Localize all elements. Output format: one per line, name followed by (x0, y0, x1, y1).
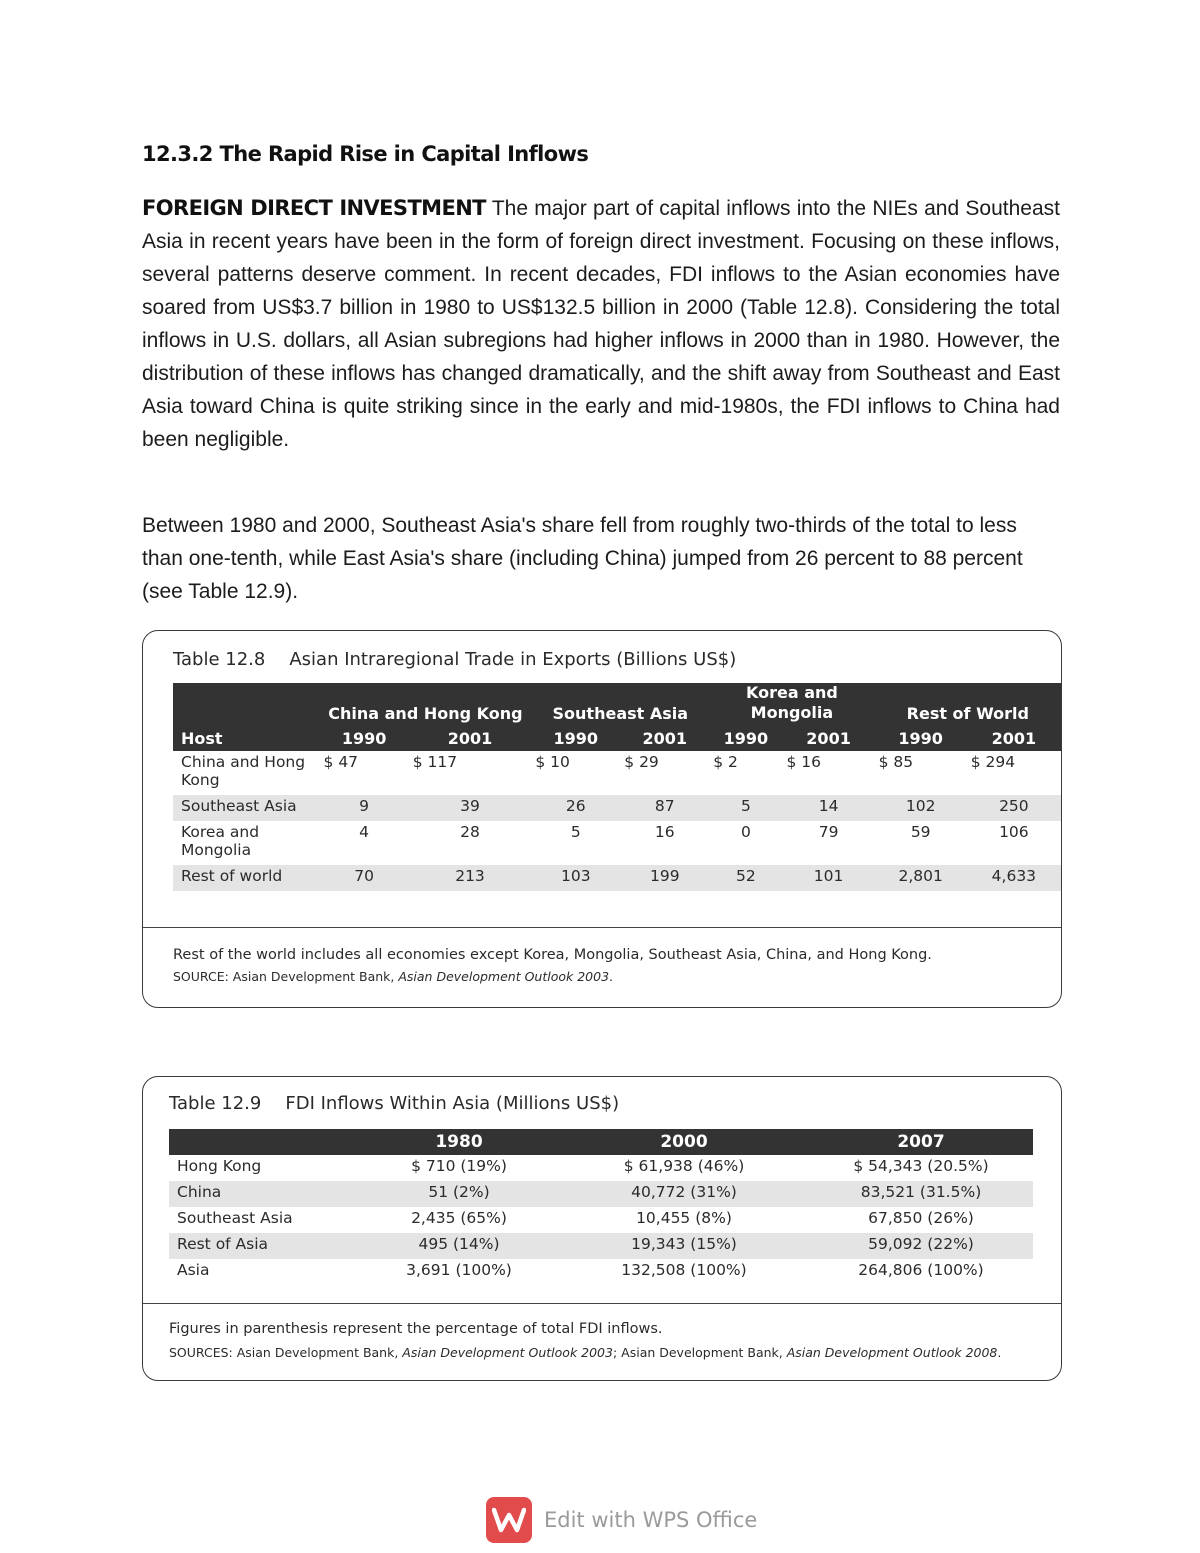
column-group: China and Hong Kong (320, 683, 532, 725)
table-cell: 0 (740, 823, 751, 841)
table-cell: $ 29 (624, 753, 659, 771)
table-year-header (169, 1129, 1033, 1155)
table-row (173, 865, 1061, 891)
row-label: Southeast Asia (177, 1209, 293, 1227)
table-title: FDI Inflows Within Asia (Millions US$) (285, 1093, 620, 1114)
table-note: Figures in parenthesis represent the percentage of total FDI inflows. (169, 1321, 663, 1337)
paragraph-lead: FOREIGN DIRECT INVESTMENT (142, 196, 486, 220)
table-cell: 16 (654, 823, 675, 841)
table-cell: 70 (320, 865, 409, 891)
table-cell: $ 16 (786, 753, 822, 771)
table-cell: 26 (531, 795, 620, 821)
table-row (169, 1207, 1033, 1233)
table-cell: 106 (999, 823, 1029, 841)
trade-table (173, 683, 1061, 891)
table-row (173, 821, 1061, 865)
table-cell: 264,806 (100%) (858, 1261, 984, 1279)
year-header: 2007 (809, 1129, 1033, 1155)
section-heading: 12.3.2 The Rapid Rise in Capital Inflows (142, 142, 589, 166)
table-row (169, 1259, 1033, 1285)
source-text: . (609, 969, 614, 984)
table-cell: 3,691 (100%) (406, 1261, 512, 1279)
table-cell: $ 294 (970, 753, 1016, 771)
table-cell: 9 (320, 795, 409, 821)
table-cell: 2,435 (65%) (411, 1209, 507, 1227)
table-12-8-box (142, 630, 1062, 1008)
host-header: Host (173, 725, 320, 751)
table-cell: $ 710 (19%) (411, 1157, 507, 1175)
column-group: Southeast Asia (531, 683, 709, 725)
table-cell: $ 85 (878, 753, 914, 771)
column-group: Rest of World (875, 683, 1061, 725)
year-header: 2001 (783, 725, 875, 751)
table-cell: $ 54,343 (20.5%) (853, 1157, 989, 1175)
table-cell: 102 (875, 795, 967, 821)
source-title: Asian Development Outlook 2003 (398, 969, 610, 984)
table-cell: 83,521 (31.5%) (809, 1181, 1033, 1207)
table-row (169, 1155, 1033, 1181)
wps-w-glyph (492, 1507, 526, 1533)
row-label: Southeast Asia (173, 795, 320, 821)
table-cell: 59 (910, 823, 931, 841)
table-cell: 59,092 (22%) (809, 1233, 1033, 1259)
table-cell: 40,772 (31%) (559, 1181, 809, 1207)
row-label: Hong Kong (177, 1157, 262, 1175)
paragraph-body: The major part of capital inflows into the NIEs and Southeast Asia in recent years have been in the form of foreign direct investment. Focusing on these inflows, several patterns deserve comment. In recent decades, FDI inflows to the Asian economies have soared from US$3.7 billion in 1980 to US$132.5 billion in 2000 (Table 12.8). Considering the total inflows in U.S. dollars, all Asian subregions had higher inflows in 2000 than in 1980. However, the distribution of these inflows has changed dramatically, and the shift away from Southeast and East Asia toward China is quite striking since in the early and mid-1980s, the FDI inflows to China had been negligible. (142, 197, 1060, 451)
row-label: China and Hong Kong (181, 753, 306, 789)
table-cell: 87 (620, 795, 709, 821)
table-cell: 19,343 (15%) (559, 1233, 809, 1259)
source-text: SOURCE: Asian Development Bank, (173, 969, 399, 984)
table-cell: $ 2 (713, 753, 738, 771)
row-label: Asia (177, 1261, 210, 1279)
table-year-header (173, 725, 1061, 751)
table-cell: $ 10 (535, 753, 570, 771)
table-title: Asian Intraregional Trade in Exports (Billions US$) (289, 649, 737, 670)
table-cell: 14 (783, 795, 875, 821)
year-header: 1990 (709, 725, 782, 751)
column-group: Korea and Mongolia (709, 683, 874, 725)
wps-logo-icon (486, 1497, 532, 1543)
year-header: 2000 (559, 1129, 809, 1155)
year-header: 2001 (620, 725, 709, 751)
year-header: 1990 (531, 725, 620, 751)
row-label: Rest of world (173, 865, 320, 891)
table-source (173, 969, 613, 984)
table-cell: 4 (359, 823, 370, 841)
table-caption (173, 649, 736, 670)
source-text: . (997, 1345, 1002, 1360)
year-header: 1990 (875, 725, 967, 751)
table-cell: 213 (409, 865, 532, 891)
table-number: Table 12.8 (173, 649, 266, 670)
year-header: 2001 (967, 725, 1061, 751)
table-cell: 52 (709, 865, 782, 891)
table-number: Table 12.9 (169, 1093, 262, 1114)
table-divider (143, 1303, 1061, 1304)
table-cell: 5 (709, 795, 782, 821)
table-cell: 199 (620, 865, 709, 891)
year-header: 1980 (359, 1129, 559, 1155)
table-cell: 79 (818, 823, 839, 841)
table-cell: 2,801 (875, 865, 967, 891)
table-cell: $ 61,938 (46%) (623, 1157, 745, 1175)
table-group-header (173, 683, 1061, 725)
wps-edit-banner[interactable] (486, 1497, 757, 1543)
table-caption (169, 1093, 619, 1114)
row-label: Korea and Mongolia (181, 823, 260, 859)
table-note: Rest of the world includes all economies except Korea, Mongolia, Southeast Asia, China, and Hong Kong. (173, 947, 932, 963)
table-cell: 103 (531, 865, 620, 891)
source-text: ; Asian Development Bank, (612, 1345, 787, 1360)
table-cell: 39 (409, 795, 532, 821)
table-cell: $ 47 (323, 753, 359, 771)
table-cell: 28 (460, 823, 480, 841)
table-cell: 132,508 (100%) (621, 1261, 747, 1279)
table-12-9-box (142, 1076, 1062, 1381)
table-divider (143, 927, 1061, 928)
table-cell: 67,850 (26%) (868, 1209, 974, 1227)
table-cell: 51 (2%) (359, 1181, 559, 1207)
table-row (169, 1233, 1033, 1259)
table-cell: $ 117 (412, 753, 458, 771)
table-cell: 101 (783, 865, 875, 891)
table-cell: 4,633 (967, 865, 1061, 891)
source-text: SOURCES: Asian Development Bank, (169, 1345, 403, 1360)
paragraph-fdi (142, 192, 1060, 456)
table-row (173, 751, 1061, 795)
fdi-table (169, 1129, 1033, 1285)
source-title: Asian Development Outlook 2003 (402, 1345, 613, 1360)
year-header: 1990 (320, 725, 409, 751)
wps-edit-label: Edit with WPS Office (544, 1508, 758, 1532)
table-cell: 10,455 (8%) (636, 1209, 732, 1227)
row-label: China (169, 1181, 359, 1207)
table-row (169, 1181, 1033, 1207)
table-row (173, 795, 1061, 821)
table-cell: 5 (570, 823, 581, 841)
table-cell: 495 (14%) (359, 1233, 559, 1259)
row-label: Rest of Asia (169, 1233, 359, 1259)
table-cell: 250 (967, 795, 1061, 821)
source-title: Asian Development Outlook 2008 (786, 1345, 998, 1360)
year-header: 2001 (409, 725, 532, 751)
paragraph-shares: Between 1980 and 2000, Southeast Asia's share fell from roughly two-thirds of the total to less than one-tenth, while East Asia's share (including China) jumped from 26 percent to 88 percent (see Table 12.9). (142, 514, 1023, 603)
table-source (169, 1345, 1001, 1360)
